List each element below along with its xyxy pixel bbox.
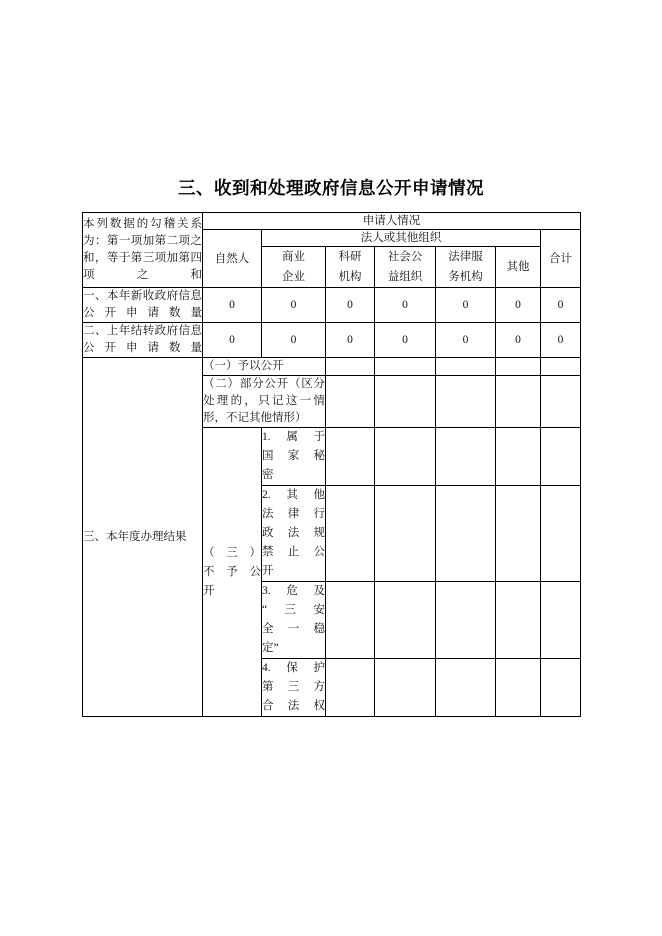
item-label-char: 属 xyxy=(286,431,298,443)
item-label-char: 方 xyxy=(313,681,325,693)
cell-legal_service_org xyxy=(436,358,496,376)
item-label-line xyxy=(262,697,325,716)
cell-other xyxy=(496,376,541,428)
item-label-item-2 xyxy=(262,486,326,582)
item-label-char: 3. xyxy=(262,585,271,597)
cell-other: 0 xyxy=(496,288,541,323)
cell-legal_service_org xyxy=(436,376,496,428)
item-label-char: 开 xyxy=(262,565,274,577)
cell-natural_person: 0 xyxy=(203,323,262,358)
header-col-total-line: 合计 xyxy=(549,252,573,265)
cell-commercial_enterprise: 0 xyxy=(262,323,326,358)
header-col-social_welfare_org xyxy=(375,247,436,288)
cell-research_institution xyxy=(326,486,375,582)
item-label-char: 律 xyxy=(287,508,300,520)
cell-total: 0 xyxy=(541,323,581,358)
cell-social_welfare_org xyxy=(375,486,436,582)
header-legal-entity-group: 法人或其他组织 xyxy=(262,230,541,247)
row-label-annual-results: 三、本年度办理结果 xyxy=(83,358,203,717)
header-col-commercial_enterprise-line: 企业 xyxy=(282,271,305,283)
item-label-char: 三 xyxy=(287,681,300,693)
header-col-commercial_enterprise-line: 商业 xyxy=(282,251,305,263)
cell-legal_service_org: 0 xyxy=(436,288,496,323)
item-label-char: 1. xyxy=(262,431,271,443)
item-label-line xyxy=(262,562,325,581)
item-label-char: 保 xyxy=(286,662,298,674)
item-label-char: 稳 xyxy=(313,623,325,635)
cell-other xyxy=(496,428,541,486)
group-label-line: 不予公 xyxy=(203,565,261,578)
cell-total xyxy=(541,358,581,376)
header-col-legal_service_org-line: 务机构 xyxy=(448,271,483,283)
item-label-char: 定” xyxy=(262,642,279,654)
cell-research_institution xyxy=(326,428,375,486)
disclosure-request-table xyxy=(82,212,581,717)
table-row xyxy=(83,358,581,376)
cell-other xyxy=(496,659,541,717)
group-label-not-disclosed xyxy=(203,428,262,717)
table-row xyxy=(83,323,581,358)
item-label-char: 安 xyxy=(313,604,325,616)
item-label-line xyxy=(262,639,325,658)
table-header-row-1 xyxy=(83,213,581,230)
cell-social_welfare_org: 0 xyxy=(375,323,436,358)
cell-total xyxy=(541,582,581,659)
cell-legal_service_org xyxy=(436,486,496,582)
disclosure-request-table-wrapper xyxy=(82,212,580,717)
cell-legal_service_org xyxy=(436,659,496,717)
cell-research_institution xyxy=(326,358,375,376)
item-label-char: 合 xyxy=(262,700,274,712)
cell-commercial_enterprise: 0 xyxy=(262,288,326,323)
item-label-char: 家 xyxy=(287,450,300,462)
item-label-char: 国 xyxy=(262,450,274,462)
cell-total xyxy=(541,428,581,486)
item-label-line xyxy=(262,601,325,620)
item-label-char: 公 xyxy=(313,546,325,558)
item-label-char: 2. xyxy=(262,489,271,501)
cell-total: 0 xyxy=(541,288,581,323)
cell-natural_person: 0 xyxy=(203,288,262,323)
header-col-total xyxy=(541,230,581,288)
cell-other xyxy=(496,486,541,582)
item-label-char: 秘 xyxy=(313,450,325,462)
cell-research_institution: 0 xyxy=(326,288,375,323)
header-col-commercial_enterprise xyxy=(262,247,326,288)
cell-social_welfare_org xyxy=(375,428,436,486)
cell-legal_service_org xyxy=(436,428,496,486)
header-applicant-group: 申请人情况 xyxy=(203,213,581,230)
cell-social_welfare_org: 0 xyxy=(375,288,436,323)
item-label-line xyxy=(262,678,325,697)
item-label-line xyxy=(262,582,325,601)
item-label-line xyxy=(262,466,325,485)
page-title: 三、收到和处理政府信息公开申请情况 xyxy=(178,178,484,198)
item-label-char: 一 xyxy=(287,623,300,635)
cell-research_institution xyxy=(326,376,375,428)
header-col-research_institution-line: 机构 xyxy=(338,271,362,283)
cell-legal_service_org: 0 xyxy=(436,323,496,358)
cell-social_welfare_org xyxy=(375,376,436,428)
item-label-char: 法 xyxy=(287,527,300,539)
cell-research_institution xyxy=(326,659,375,717)
item-label-char: 他 xyxy=(313,489,325,501)
item-label-char: 法 xyxy=(287,700,300,712)
item-label-line xyxy=(262,505,325,524)
item-label-char: 及 xyxy=(313,585,325,597)
item-label-char: 行 xyxy=(313,508,325,520)
item-label-item-3 xyxy=(262,582,326,659)
cell-total xyxy=(541,376,581,428)
item-label-item-4 xyxy=(262,659,326,717)
cell-research_institution: 0 xyxy=(326,323,375,358)
item-label-char: “ xyxy=(262,604,268,616)
item-label-char: 政 xyxy=(262,527,274,539)
header-col-other xyxy=(496,247,541,288)
item-label-item-1 xyxy=(262,428,326,486)
header-col-legal_service_org-line: 法律服 xyxy=(448,251,483,263)
header-col-research_institution-line: 科研 xyxy=(338,251,362,263)
item-label-line xyxy=(262,447,325,466)
item-label-line xyxy=(262,659,325,678)
header-col-social_welfare_org-line: 益组织 xyxy=(387,271,423,283)
header-col-natural-person-line: 自然人 xyxy=(214,252,250,265)
group-label-line: 开 xyxy=(203,584,215,597)
item-label-char: 密 xyxy=(262,469,274,481)
row-label-new-requests: 一、本年新收政府信息公开申请数量 xyxy=(83,288,203,323)
item-label-char: 规 xyxy=(313,527,325,539)
cell-social_welfare_org xyxy=(375,358,436,376)
item-label-char: 其 xyxy=(286,489,298,501)
header-col-legal_service_org xyxy=(436,247,496,288)
item-label-char: 护 xyxy=(313,662,325,674)
item-label-char: 4. xyxy=(262,662,271,674)
cell-legal_service_org xyxy=(436,582,496,659)
subrow-label-sub-1: （一）予以公开 xyxy=(203,358,326,376)
item-label-char: 法 xyxy=(262,508,274,520)
group-label-line: （三） xyxy=(203,546,261,559)
item-label-char: 禁 xyxy=(262,546,274,558)
item-label-line xyxy=(262,428,325,447)
lead-column-note: 本列数据的勾稽关系为：第一项加第二项之和，等于第三项加第四项之和 xyxy=(83,213,203,288)
item-label-line xyxy=(262,620,325,639)
header-col-other-line: 其他 xyxy=(506,261,530,273)
item-label-line xyxy=(262,543,325,562)
item-label-char: 危 xyxy=(286,585,298,597)
header-col-natural-person xyxy=(203,230,262,288)
cell-total xyxy=(541,659,581,717)
item-label-char: 第 xyxy=(262,681,274,693)
item-label-line xyxy=(262,486,325,505)
cell-other xyxy=(496,358,541,376)
item-label-char: 三 xyxy=(284,604,297,616)
cell-research_institution xyxy=(326,582,375,659)
header-col-social_welfare_org-line: 社会公 xyxy=(387,251,423,263)
cell-total xyxy=(541,486,581,582)
item-label-char: 权 xyxy=(313,700,325,712)
item-label-char: 于 xyxy=(313,431,325,443)
header-col-research_institution xyxy=(326,247,375,288)
subrow-label-sub-2: （二）部分公开（区分处理的，只记这一情形，不记其他情形） xyxy=(203,376,326,428)
table-row xyxy=(83,288,581,323)
cell-social_welfare_org xyxy=(375,582,436,659)
cell-other xyxy=(496,582,541,659)
item-label-line xyxy=(262,524,325,543)
item-label-char: 止 xyxy=(287,546,300,558)
item-label-char: 全 xyxy=(262,623,274,635)
cell-other: 0 xyxy=(496,323,541,358)
cell-social_welfare_org xyxy=(375,659,436,717)
row-label-carried-over-requests: 二、上年结转政府信息公开申请数量 xyxy=(83,323,203,358)
